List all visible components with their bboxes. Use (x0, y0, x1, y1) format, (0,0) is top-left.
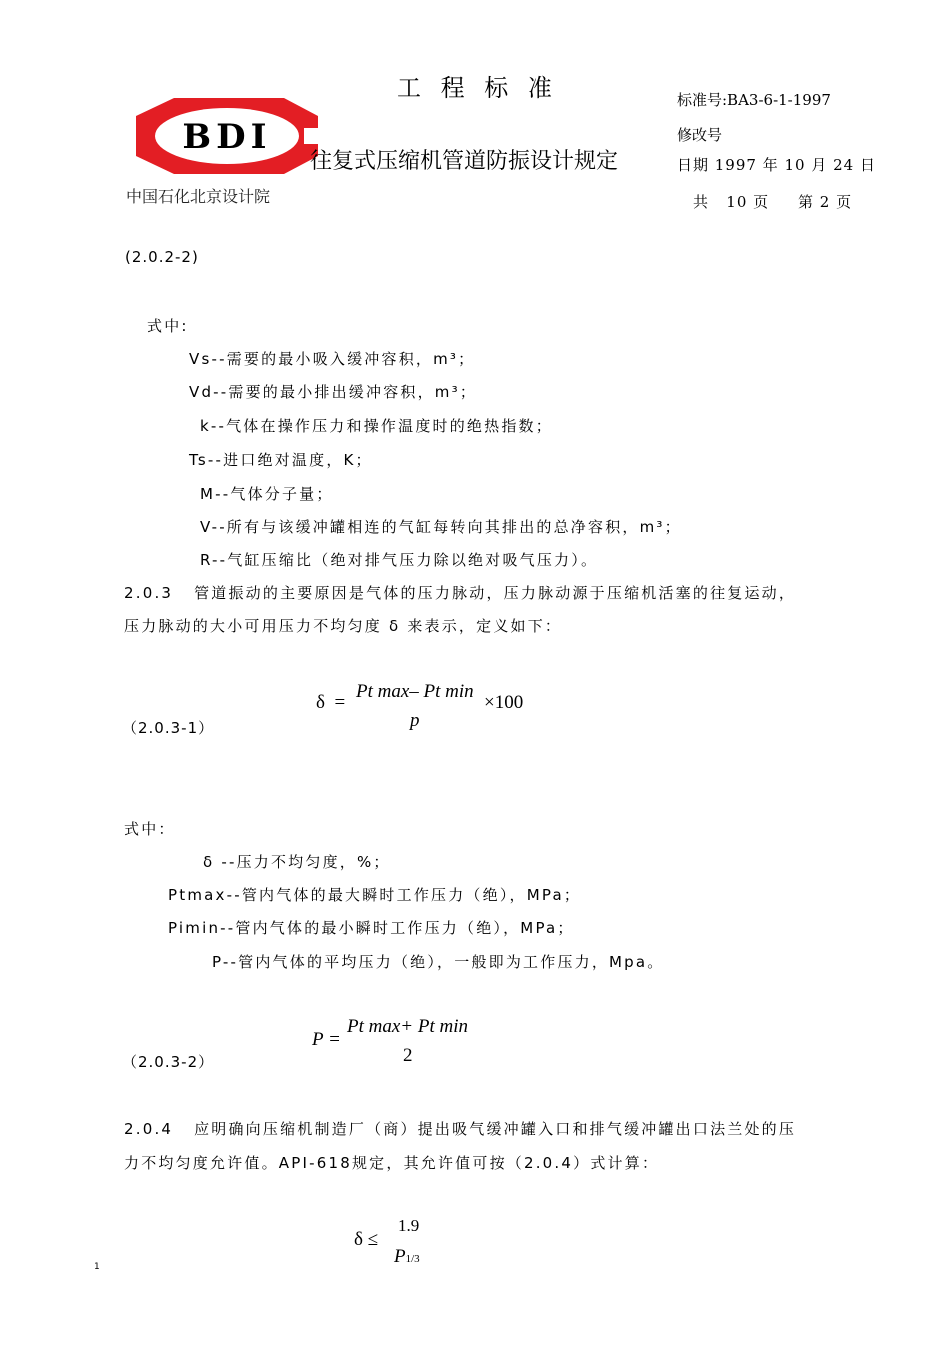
org-name: 中国石化北京设计院 (126, 187, 271, 206)
definition-vs: Vs--需要的最小吸入缓冲容积，m³； (189, 350, 476, 368)
formula-2-denominator: 2 (403, 1045, 413, 1066)
equation-label-2-0-2-2: (2.0.2-2) (125, 248, 199, 266)
bdi-logo-graphic (136, 96, 318, 176)
revision-number: 修改号 (677, 126, 723, 144)
definition-m: M--气体分子量； (200, 485, 334, 503)
definition-k: k--气体在操作压力和操作温度时的绝热指数； (200, 417, 553, 435)
formula-1-numerator: Pt max– Pt min (356, 681, 474, 702)
where-heading-1: 式中: (147, 317, 189, 335)
paragraph-2-0-3-line2: 压力脉动的大小可用压力不均匀度 δ 来表示，定义如下： (124, 617, 563, 635)
formula-3-denominator-exponent: 1/3 (405, 1253, 420, 1265)
equation-label-2-0-3-2: （2.0.3-2） (122, 1053, 215, 1071)
definition-pimin: Pimin--管内气体的最小瞬时工作压力（绝），MPa； (168, 919, 575, 937)
formula-3-lhs: δ ≤ (354, 1229, 379, 1250)
bdi-logo (136, 96, 318, 176)
paragraph-2-0-3-line1: 2.0.3 管道振动的主要原因是气体的压力脉动，压力脉动源于压缩机活塞的往复运动， (124, 584, 797, 602)
formula-3-denominator (394, 1246, 420, 1268)
definition-r: R--气缸压缩比（绝对排气压力除以绝对吸气压力）。 (200, 551, 599, 569)
page-count: 共 10 页 第 2 页 (693, 193, 853, 211)
definition-p: P--管内气体的平均压力（绝），一般即为工作压力，Mpa。 (212, 953, 665, 971)
page-number: 1 (94, 1262, 100, 1272)
definition-ts: Ts--进口绝对温度，K； (189, 451, 373, 469)
bdi-logo-text: BDI (182, 117, 272, 157)
formula-1-denominator: p (410, 710, 420, 731)
formula-1-multiplier: ×100 (484, 692, 524, 713)
definition-ptmax: Ptmax--管内气体的最大瞬时工作压力（绝），MPa； (168, 886, 582, 904)
doc-title: 往复式压缩机管道防振设计规定 (310, 149, 619, 174)
formula-2-numerator: Pt max+ Pt min (347, 1016, 468, 1037)
formula-3-numerator: 1.9 (398, 1216, 420, 1235)
definition-delta: δ --压力不均匀度，%； (203, 853, 391, 871)
issue-date: 日期 1997 年 10 月 24 日 (677, 156, 876, 174)
standard-number: 标准号:BA3-6-1-1997 (677, 91, 831, 109)
definition-v: V--所有与该缓冲罐相连的气缸每转向其排出的总净容积，m³； (200, 518, 682, 536)
formula-3-denominator-base: P (394, 1246, 406, 1267)
formula-2-lhs: P = (312, 1029, 341, 1050)
formula-1-lhs: δ = (316, 692, 346, 713)
paragraph-2-0-4-line2: 力不均匀度允许值。API-618规定，其允许值可按（2.0.4）式计算： (124, 1154, 660, 1172)
definition-vd: Vd--需要的最小排出缓冲容积，m³； (189, 383, 478, 401)
paragraph-2-0-4-line1: 2.0.4 应明确向压缩机制造厂（商）提出吸气缓冲罐入口和排气缓冲罐出口法兰处的压 (124, 1120, 797, 1138)
equation-label-2-0-3-1: （2.0.3-1） (122, 719, 215, 737)
header-title: 工 程 标 准 (397, 74, 558, 102)
where-heading-2: 式中： (124, 820, 176, 838)
